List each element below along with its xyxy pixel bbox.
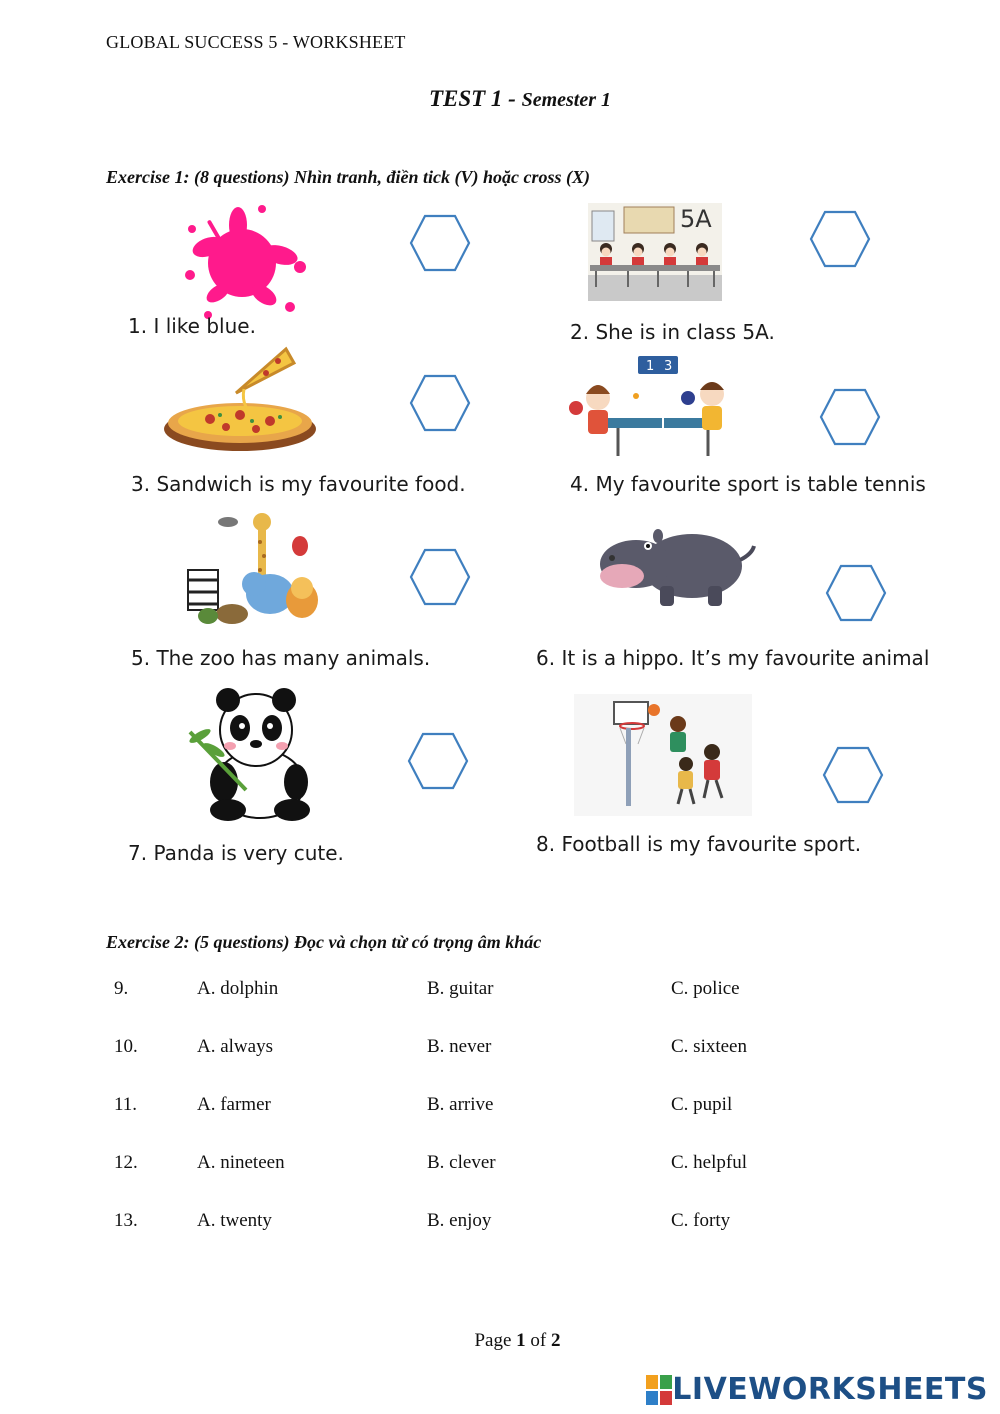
- answer-box-1[interactable]: [409, 212, 471, 274]
- classroom-image: [588, 203, 722, 301]
- exercise2-heading: Exercise 2: (5 questions) Đọc và chọn từ có trọng âm khác: [106, 932, 542, 952]
- question-row-12: [0, 1152, 1000, 1182]
- option-b[interactable]: B. enjoy: [427, 1210, 492, 1231]
- caption-1: 1. I like blue.: [128, 314, 256, 338]
- option-a[interactable]: A. twenty: [197, 1210, 272, 1231]
- paint-splash-image: [178, 203, 310, 321]
- panda-image: [184, 686, 318, 822]
- exercise1-heading: Exercise 1: (8 questions) Nhìn tranh, điền tick (V) hoặc cross (X): [106, 167, 591, 187]
- question-row-9: [0, 978, 1000, 1008]
- answer-box-4[interactable]: [819, 386, 881, 448]
- worksheet-header: GLOBAL SUCCESS 5 - WORKSHEET: [106, 32, 406, 52]
- page-footer: [0, 1330, 1000, 1352]
- of-word: of: [530, 1330, 547, 1351]
- option-c[interactable]: C. police: [671, 978, 740, 999]
- option-a[interactable]: A. always: [197, 1036, 273, 1057]
- caption-2: 2. She is in class 5A.: [570, 320, 775, 344]
- caption-6: 6. It is a hippo. It’s my favourite animal: [536, 646, 930, 670]
- logo-text: LIVEWORKSHEETS: [672, 1372, 988, 1407]
- caption-8: 8. Football is my favourite sport.: [536, 832, 862, 856]
- page-word: Page: [474, 1330, 512, 1351]
- page-number: 1: [516, 1330, 526, 1351]
- question-row-10: [0, 1036, 1000, 1066]
- option-a[interactable]: A. farmer: [197, 1094, 271, 1115]
- answer-box-5[interactable]: [409, 546, 471, 608]
- option-b[interactable]: B. guitar: [427, 978, 494, 999]
- option-c[interactable]: C. sixteen: [671, 1036, 747, 1057]
- caption-4: 4. My favourite sport is table tennis: [570, 472, 926, 496]
- caption-7: 7. Panda is very cute.: [128, 841, 344, 865]
- hippo-image: [596, 522, 756, 610]
- caption-5: 5. The zoo has many animals.: [131, 646, 431, 670]
- answer-box-6[interactable]: [825, 562, 887, 624]
- question-row-11: [0, 1094, 1000, 1124]
- test-title: [0, 86, 1000, 112]
- answer-box-7[interactable]: [407, 730, 469, 792]
- option-b[interactable]: B. clever: [427, 1152, 496, 1173]
- answer-box-2[interactable]: [809, 208, 871, 270]
- question-number: 11.: [114, 1094, 138, 1115]
- liveworksheets-logo: [646, 1372, 988, 1407]
- page-total: 2: [551, 1330, 561, 1351]
- answer-box-3[interactable]: [409, 372, 471, 434]
- answer-box-8[interactable]: [822, 744, 884, 806]
- option-a[interactable]: A. nineteen: [197, 1152, 285, 1173]
- title-sub: Semester 1: [521, 89, 612, 111]
- logo-badge-icon: [646, 1375, 672, 1405]
- question-number: 13.: [114, 1210, 138, 1231]
- option-a[interactable]: A. dolphin: [197, 978, 279, 999]
- scoreboard-left: 1: [646, 359, 655, 374]
- caption-3: 3. Sandwich is my favourite food.: [131, 472, 466, 496]
- title-main: TEST 1 -: [428, 86, 516, 111]
- scoreboard-right: 3: [664, 359, 673, 374]
- question-row-13: [0, 1210, 1000, 1240]
- class-sign: 5A: [680, 205, 712, 233]
- zoo-animals-image: [178, 512, 324, 630]
- question-number: 10.: [114, 1036, 138, 1057]
- option-b[interactable]: B. never: [427, 1036, 492, 1057]
- option-c[interactable]: C. pupil: [671, 1094, 733, 1115]
- option-b[interactable]: B. arrive: [427, 1094, 494, 1115]
- option-c[interactable]: C. helpful: [671, 1152, 747, 1173]
- pizza-image: [160, 345, 322, 457]
- table-tennis-image: [568, 352, 748, 464]
- option-c[interactable]: C. forty: [671, 1210, 731, 1231]
- basketball-image: [574, 694, 752, 816]
- question-number: 12.: [114, 1152, 138, 1173]
- question-number: 9.: [114, 978, 129, 999]
